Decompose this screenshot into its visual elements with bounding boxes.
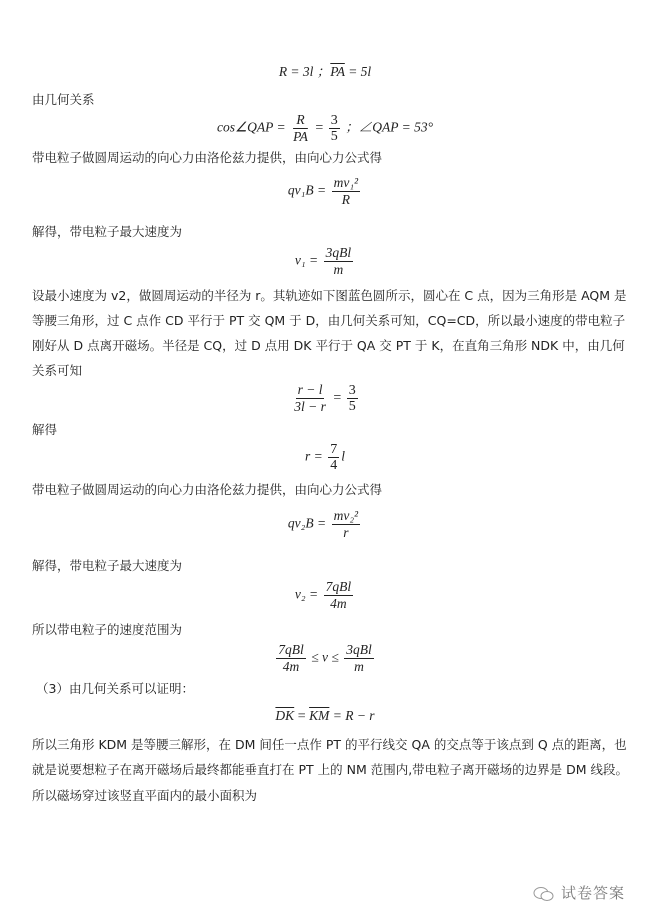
eq-part: r = <box>304 448 323 464</box>
fraction <box>292 382 328 415</box>
fraction <box>328 442 339 473</box>
num: 7 <box>330 442 338 457</box>
eq-r <box>0 442 650 473</box>
text-line: 关系可知 <box>32 363 83 378</box>
den: m <box>333 262 344 277</box>
text-line: 就是说要想粒子在离开磁场后最终都能垂直打在 PT 上的 NM 范围内,带电粒子离开磁场的边界是 DM 线段。 <box>32 762 629 777</box>
eq-v2 <box>0 579 650 612</box>
eq-part: ≤ v ≤ <box>311 649 339 665</box>
fraction <box>324 579 354 612</box>
eq-part: = <box>333 390 342 406</box>
text-line: 所以带电粒子的速度范围为 <box>32 622 183 637</box>
den: 4m <box>282 659 300 674</box>
eq-part: $\overline{PA}$ <box>330 64 345 79</box>
eq-range <box>0 642 650 675</box>
eq-ratio <box>0 382 650 415</box>
fraction <box>332 175 360 208</box>
wechat-icon <box>533 886 555 902</box>
eq-part: = R − r <box>329 708 375 723</box>
text-line: 所以三角形 KDM 是等腰三解形，在 DM 间任一点作 PT 的平行线交 QA 的交点等于该点到 Q 点的距离，也 <box>32 737 627 752</box>
num: mv₁² <box>333 175 359 190</box>
fraction <box>276 642 306 675</box>
text-line: 解得 <box>32 422 58 437</box>
eq-part: l <box>341 448 345 464</box>
text-line: （3）由几何关系可以证明： <box>36 681 194 696</box>
num: 3qBl <box>325 245 352 260</box>
text-line: 带电粒子做圆周运动的向心力由洛伦兹力提供，由向心力公式得 <box>32 482 383 497</box>
num: 7qBl <box>325 579 352 594</box>
text-line: 带电粒子做圆周运动的向心力由洛伦兹力提供，由向心力公式得 <box>32 150 383 165</box>
den: PA <box>293 129 308 144</box>
den: R <box>341 192 350 207</box>
eq-part: v₁ = <box>294 252 319 268</box>
eq-part: = <box>297 709 306 724</box>
text-line: 刚好从 D 点离开磁场。半径是 CQ，过 D 点用 DK 平行于 QA 交 PT 于 K，在直角三角形 NDK 中，由几何 <box>32 338 625 353</box>
eq-qv2b <box>0 508 650 541</box>
text-line: 所以磁场穿过该竖直平面内的最小面积为 <box>32 788 258 803</box>
eq-part: ；∠QAP = 53° <box>345 119 434 135</box>
fraction <box>291 112 310 145</box>
den: 4 <box>330 458 338 473</box>
text-line: 等腰三角形，过 C 点作 CD 平行于 PT 交 QM 于 D，由几何关系可知，CQ=CD，所以最小速度的带电粒子 <box>32 313 626 328</box>
den: 5 <box>348 399 356 414</box>
fraction <box>347 383 358 414</box>
num: 7qBl <box>278 642 304 657</box>
num: r − l <box>297 382 323 397</box>
eq-cos <box>0 112 650 145</box>
eq-part: R = 3l ； <box>278 64 331 79</box>
text-line: 解得，带电粒子最大速度为 <box>32 558 183 573</box>
eq-part: = 5l <box>344 64 372 79</box>
eq-qv1b <box>0 175 650 208</box>
den: r <box>343 525 349 540</box>
num: mv₂² <box>333 508 359 523</box>
eq-part: qv₂B = <box>287 515 327 531</box>
fraction <box>344 642 374 675</box>
eq-part: qv₁B = <box>287 182 327 198</box>
eq-part: $\overline{DK}$ <box>275 708 295 723</box>
den: 5 <box>330 129 338 144</box>
num: 3 <box>348 383 356 398</box>
num: 3qBl <box>346 642 372 657</box>
text-line: 解得，带电粒子最大速度为 <box>32 224 183 239</box>
watermark <box>533 882 625 903</box>
num: 3 <box>330 113 338 128</box>
num: R <box>296 112 305 127</box>
watermark-text: 试卷答案 <box>561 884 626 902</box>
den: m <box>354 659 364 674</box>
eq-part: cos∠QAP = <box>216 119 286 135</box>
text-line: 由几何关系 <box>32 92 95 107</box>
eq-r-pa <box>0 60 650 81</box>
text-line: 设最小速度为 v2，做圆周运动的半径为 r。其轨迹如下图蓝色圆所示，圆心在 C 点，因为三角形是 AQM 是 <box>32 288 627 303</box>
eq-part: = <box>315 120 324 136</box>
eq-part: v₂ = <box>294 586 319 602</box>
den: 4m <box>330 596 347 611</box>
eq-part: $\overline{KM}$ <box>309 708 330 723</box>
den: 3l − r <box>294 399 326 414</box>
fraction <box>329 113 340 144</box>
eq-dk-km <box>0 708 650 725</box>
eq-v1 <box>0 245 650 278</box>
fraction <box>332 508 360 541</box>
fraction <box>324 245 354 278</box>
